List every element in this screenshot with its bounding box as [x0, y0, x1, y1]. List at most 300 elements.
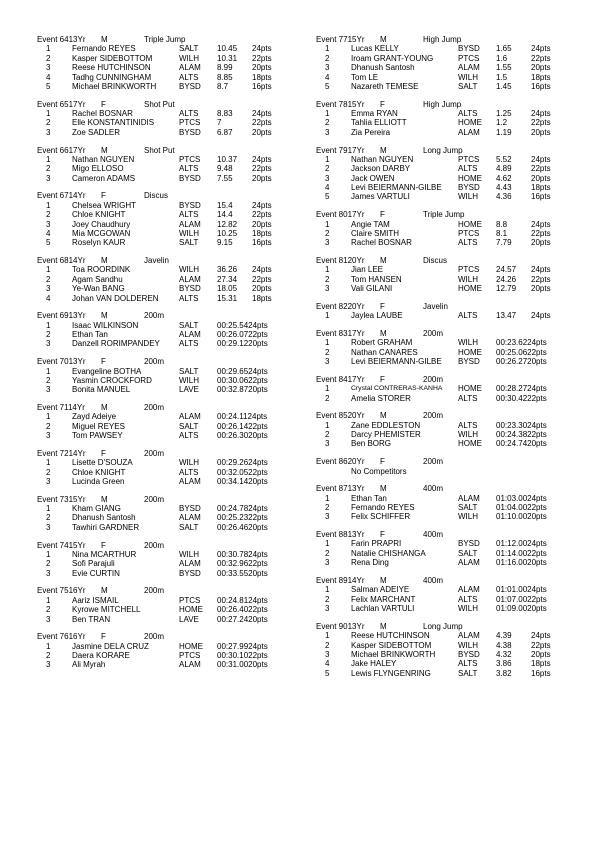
event-gender: F: [101, 99, 106, 109]
event-gender: F: [380, 301, 385, 311]
event-name: Long Jump: [423, 145, 463, 155]
no-competitors-text: No Competitors: [351, 466, 407, 476]
event-block: [316, 100, 571, 138]
club-code: HOME: [458, 439, 482, 449]
club-code: SALT: [458, 548, 478, 558]
result-points: 22pts: [252, 164, 272, 174]
event-block: [316, 210, 571, 248]
event-code: Event 7917Yr: [316, 145, 365, 155]
club-code: BYSD: [458, 649, 480, 659]
club-code: ALAM: [179, 219, 201, 229]
athlete-name: Felix SCHIFFER: [351, 512, 411, 522]
result-row: [37, 128, 292, 137]
result-place: 3: [46, 385, 51, 395]
result-time-points: 00:26.0722pts: [217, 330, 268, 340]
result-place: 2: [325, 53, 330, 63]
club-code: SALT: [458, 502, 478, 512]
result-time-points: 00:26.4022pts: [217, 605, 268, 615]
result-place: 2: [46, 118, 51, 128]
result-place: 3: [46, 173, 51, 183]
result-time-points: 00:23.3024pts: [496, 420, 547, 430]
club-code: WILH: [458, 640, 478, 650]
event-name: 200m: [144, 632, 165, 642]
result-row: [316, 549, 571, 558]
result-points: 22pts: [252, 53, 272, 63]
result-row: [37, 550, 292, 559]
event-block: [316, 576, 571, 614]
club-code: ALTS: [458, 594, 478, 604]
athlete-name: Bonita MANUEL: [72, 385, 131, 395]
result-row: [316, 284, 571, 293]
result-mark: 36.26: [217, 265, 238, 275]
event-code: Event 8914Yr: [316, 575, 365, 585]
event-name: 400m: [423, 530, 444, 540]
event-name: 200m: [423, 328, 444, 338]
result-row: [37, 523, 292, 532]
club-code: ALAM: [179, 412, 201, 422]
result-place: 5: [325, 668, 330, 678]
athlete-name: Tadhg CUNNINGHAM: [72, 72, 152, 82]
result-row: [37, 210, 292, 219]
result-points: 20pts: [531, 649, 551, 659]
athlete-name: Cameron ADAMS: [72, 173, 136, 183]
result-place: 3: [325, 173, 330, 183]
athlete-name: Evangeline BOTHA: [72, 366, 142, 376]
event-block: [37, 146, 292, 184]
event-name: Shot Put: [144, 145, 175, 155]
result-row: [37, 220, 292, 229]
result-points: 24pts: [531, 109, 551, 119]
club-code: ALAM: [179, 660, 201, 670]
result-row: [37, 412, 292, 421]
result-place: 1: [325, 384, 330, 394]
result-place: 1: [325, 493, 330, 503]
event-code: Event 7616Yr: [37, 632, 86, 642]
result-time-points: 00:26.3020pts: [217, 431, 268, 441]
club-code: WILH: [458, 192, 478, 202]
result-mark: 9.48: [217, 164, 233, 174]
result-time-points: 00:32.9622pts: [217, 559, 268, 569]
club-code: SALT: [179, 44, 199, 54]
result-row: [316, 311, 571, 320]
result-mark: 1.5: [496, 72, 508, 82]
athlete-name: Nathan CANARES: [351, 347, 418, 357]
result-place: 4: [325, 183, 330, 193]
result-points: 18pts: [252, 72, 272, 82]
athlete-name: Tom LE: [351, 72, 379, 82]
result-row: [316, 82, 571, 91]
result-place: 1: [46, 504, 51, 514]
result-time-points: 00:25.5424pts: [217, 320, 268, 330]
club-code: ALAM: [458, 127, 480, 137]
result-points: 22pts: [531, 164, 551, 174]
club-code: ALAM: [458, 493, 480, 503]
event-code: Event 8120Yr: [316, 256, 365, 265]
event-name: Long Jump: [423, 621, 463, 631]
event-block: [316, 457, 571, 476]
result-place: 2: [46, 330, 51, 340]
event-block: [316, 622, 571, 678]
event-code: Event 7013Yr: [37, 357, 86, 367]
club-code: ALAM: [458, 63, 480, 73]
athlete-name: Zayd Adeiye: [72, 412, 117, 422]
event-name: 200m: [144, 494, 165, 504]
result-row: [316, 265, 571, 274]
athlete-name: Farin PRAPRI: [351, 539, 402, 549]
athlete-name: Reese HUTCHINSON: [351, 631, 430, 641]
athlete-name: Kasper SIDEBOTTOM: [72, 53, 153, 63]
result-place: 2: [325, 274, 330, 284]
result-place: 4: [46, 228, 51, 238]
result-time-points: 01:04.0022pts: [496, 502, 547, 512]
event-name: Triple Jump: [423, 210, 465, 220]
athlete-name: Tom HANSEN: [351, 274, 402, 284]
athlete-name: Chloe KNIGHT: [72, 210, 126, 220]
result-mark: 10.25: [217, 228, 238, 238]
result-mark: 1.55: [496, 63, 512, 73]
event-name: Discus: [144, 191, 169, 201]
club-code: ALTS: [179, 72, 199, 82]
result-time-points: 00:34.1420pts: [217, 477, 268, 486]
athlete-name: Levi BEIERMANN-GILBE: [351, 357, 442, 367]
result-place: 1: [46, 366, 51, 376]
result-row: [37, 54, 292, 63]
athlete-name: Nathan NGUYEN: [351, 154, 414, 164]
result-mark: 5.52: [496, 154, 512, 164]
result-row: [316, 183, 571, 192]
club-code: BYSD: [179, 568, 201, 578]
result-row: [37, 164, 292, 173]
result-time-points: 01:10.0020pts: [496, 512, 547, 522]
club-code: ALTS: [458, 311, 478, 321]
athlete-name: Iroam GRANT-YOUNG: [351, 53, 434, 63]
athlete-name: Ben TRAN: [72, 614, 111, 624]
event-code: Event 7516Yr: [37, 586, 86, 596]
club-code: SALT: [179, 366, 199, 376]
result-row: [316, 63, 571, 72]
result-row: [316, 439, 571, 448]
event-header: [316, 146, 571, 155]
event-gender: M: [101, 586, 108, 596]
result-time-points: 00:32.8720pts: [217, 385, 268, 395]
result-place: 2: [46, 605, 51, 615]
athlete-name: Tahlia ELLIOTT: [351, 118, 407, 128]
result-place: 2: [46, 274, 51, 284]
result-row: [37, 155, 292, 164]
event-name: 400m: [423, 484, 444, 494]
athlete-name: Fernando REYES: [72, 44, 136, 54]
athlete-name: Felix MARCHANT: [351, 594, 416, 604]
result-row: [316, 192, 571, 201]
club-code: ALAM: [458, 585, 480, 595]
event-gender: M: [101, 35, 108, 44]
event-gender: M: [380, 145, 387, 155]
athlete-name: Daera KORARE: [72, 651, 130, 661]
event-code: Event 8813Yr: [316, 530, 365, 540]
result-row: [37, 569, 292, 578]
result-mark: 3.86: [496, 659, 512, 669]
result-time-points: 00:26.4620pts: [217, 522, 268, 532]
club-code: ALTS: [458, 164, 478, 174]
athlete-name: Jackson DARBY: [351, 164, 411, 174]
result-row: [37, 605, 292, 614]
result-time-points: 01:14.0022pts: [496, 548, 547, 558]
result-mark: 10.45: [217, 44, 238, 54]
result-row: [316, 394, 571, 403]
result-mark: 8.8: [496, 219, 508, 229]
athlete-name: Lucinda Green: [72, 477, 125, 486]
event-name: 200m: [144, 448, 165, 458]
event-name: 200m: [144, 402, 165, 412]
club-code: BYSD: [179, 200, 201, 210]
result-place: 2: [325, 228, 330, 238]
event-gender: F: [380, 210, 385, 220]
athlete-name: Miguel REYES: [72, 421, 125, 431]
club-code: BYSD: [458, 44, 480, 54]
result-mark: 4.43: [496, 183, 512, 193]
result-points: 20pts: [252, 173, 272, 183]
event-header: [316, 457, 571, 466]
event-name: 200m: [144, 357, 165, 367]
result-points: 22pts: [252, 210, 272, 220]
result-points: 22pts: [252, 118, 272, 128]
event-name: 200m: [144, 540, 165, 550]
result-mark: 24.26: [496, 274, 517, 284]
result-place: 1: [325, 420, 330, 430]
result-time-points: 00:32.0522pts: [217, 467, 268, 477]
club-code: BYSD: [179, 127, 201, 137]
club-code: WILH: [458, 274, 478, 284]
club-code: BYSD: [458, 183, 480, 193]
event-block: [37, 357, 292, 395]
result-points: 18pts: [531, 183, 551, 193]
athlete-name: Toa ROORDINK: [72, 265, 131, 275]
result-points: 24pts: [531, 44, 551, 54]
club-code: SALT: [458, 668, 478, 678]
event-gender: F: [380, 374, 385, 384]
result-time-points: 00:29.1220pts: [217, 339, 268, 349]
athlete-name: Dhanush Santosh: [351, 63, 415, 73]
result-points: 22pts: [531, 274, 551, 284]
result-place: 3: [46, 660, 51, 670]
event-code: Event 6617Yr: [37, 145, 86, 155]
result-time-points: 00:24.1124pts: [217, 412, 268, 422]
athlete-name: Johan VAN DOLDEREN: [72, 293, 159, 303]
result-time-points: 00:30.7824pts: [217, 549, 268, 559]
athlete-name: Chloe KNIGHT: [72, 467, 126, 477]
result-place: 4: [325, 659, 330, 669]
athlete-name: Jian LEE: [351, 265, 384, 275]
result-time-points: 01:03.0024pts: [496, 493, 547, 503]
result-place: 3: [46, 127, 51, 137]
result-row: [316, 54, 571, 63]
result-points: 20pts: [531, 284, 551, 294]
result-row: [37, 385, 292, 394]
event-gender: M: [101, 494, 108, 504]
result-place: 2: [46, 651, 51, 661]
result-time-points: 00:27.2420pts: [217, 614, 268, 624]
athlete-name: Nina MCARTHUR: [72, 549, 137, 559]
athlete-name: Lachlan VARTULI: [351, 604, 415, 614]
event-code: Event 6814Yr: [37, 256, 86, 265]
club-code: PTCS: [179, 154, 201, 164]
result-points: 20pts: [252, 127, 272, 137]
athlete-name: Mia MCGOWAN: [72, 228, 131, 238]
club-code: WILH: [179, 228, 199, 238]
result-mark: 1.2: [496, 118, 508, 128]
club-code: SALT: [179, 320, 199, 330]
result-place: 1: [325, 585, 330, 595]
result-place: 2: [46, 421, 51, 431]
athlete-name: Michael BRINKWORTH: [351, 649, 436, 659]
result-time-points: 00:31.0020pts: [217, 660, 268, 670]
club-code: HOME: [458, 284, 482, 294]
athlete-name: Kasper SIDEBOTTOM: [351, 640, 432, 650]
result-place: 1: [325, 631, 330, 641]
result-row: [316, 128, 571, 137]
result-mark: 15.31: [217, 293, 238, 303]
event-code: Event 7315Yr: [37, 494, 86, 504]
athlete-name: Kham GIANG: [72, 504, 121, 514]
result-points: 22pts: [252, 274, 272, 284]
event-block: [316, 302, 571, 321]
athlete-name: Agam Sandhu: [72, 274, 123, 284]
event-header: [37, 495, 292, 504]
result-row: [37, 596, 292, 605]
result-points: 22pts: [531, 640, 551, 650]
result-mark: 12.82: [217, 219, 238, 229]
result-time-points: 00:28.2724pts: [496, 384, 547, 394]
event-header: [316, 210, 571, 219]
result-row: [316, 238, 571, 247]
result-time-points: 00:24.3822pts: [496, 430, 547, 440]
result-place: 1: [46, 265, 51, 275]
result-mark: 4.32: [496, 649, 512, 659]
club-code: BYSD: [179, 284, 201, 294]
result-mark: 7: [217, 118, 222, 128]
result-mark: 4.62: [496, 173, 512, 183]
club-code: ALAM: [179, 63, 201, 73]
result-mark: 1.19: [496, 127, 512, 137]
result-row: [316, 348, 571, 357]
result-place: 1: [46, 320, 51, 330]
result-time-points: 01:16.0020pts: [496, 558, 547, 568]
result-time-points: 00:24.8124pts: [217, 595, 268, 605]
result-row: [316, 357, 571, 366]
result-row: [37, 118, 292, 127]
event-block: [37, 100, 292, 138]
club-code: WILH: [458, 338, 478, 348]
result-points: 16pts: [531, 668, 551, 678]
result-time-points: 00:33.5520pts: [217, 568, 268, 578]
event-gender: F: [101, 191, 106, 201]
event-name: Triple Jump: [144, 35, 186, 44]
result-place: 3: [325, 604, 330, 614]
result-row: [316, 650, 571, 659]
result-mark: 6.87: [217, 127, 233, 137]
result-place: 3: [46, 431, 51, 441]
club-code: BYSD: [458, 539, 480, 549]
result-mark: 10.31: [217, 53, 238, 63]
event-header: [37, 449, 292, 458]
athlete-name: Jake HALEY: [351, 659, 397, 669]
result-time-points: 00:25.2322pts: [217, 513, 268, 523]
club-code: HOME: [458, 173, 482, 183]
club-code: LAVE: [179, 385, 199, 395]
event-name: 200m: [423, 457, 444, 467]
event-block: [316, 530, 571, 568]
event-header: [37, 586, 292, 595]
club-code: ALAM: [458, 558, 480, 568]
event-header: [37, 146, 292, 155]
result-place: 2: [325, 118, 330, 128]
result-row: [316, 338, 571, 347]
athlete-name: Robert GRAHAM: [351, 338, 413, 348]
result-row: [37, 615, 292, 624]
club-code: PTCS: [458, 154, 480, 164]
athlete-name: Rachel BOSNAR: [351, 238, 412, 248]
result-place: 3: [325, 63, 330, 73]
result-place: 1: [325, 265, 330, 275]
result-row: [37, 265, 292, 274]
result-row: [37, 477, 292, 486]
result-row: [37, 73, 292, 82]
result-mark: 13.47: [496, 311, 517, 321]
event-code: Event 8017Yr: [316, 210, 365, 220]
result-place: 3: [46, 522, 51, 532]
event-header: [316, 622, 571, 631]
event-code: Event 8620Yr: [316, 457, 365, 467]
club-code: ALAM: [179, 559, 201, 569]
result-time-points: 01:09.0020pts: [496, 604, 547, 614]
event-name: 200m: [144, 586, 165, 596]
athlete-name: Emma RYAN: [351, 109, 398, 119]
result-place: 3: [325, 512, 330, 522]
athlete-name: Jaylea LAUBE: [351, 311, 403, 321]
result-row: [316, 595, 571, 604]
event-gender: F: [380, 530, 385, 540]
club-code: ALAM: [179, 513, 201, 523]
event-block: [37, 495, 292, 533]
club-code: PTCS: [179, 118, 201, 128]
club-code: ALTS: [179, 210, 199, 220]
club-code: ALTS: [179, 339, 199, 349]
result-place: 1: [46, 412, 51, 422]
result-mark: 7.79: [496, 238, 512, 248]
result-row: [37, 229, 292, 238]
event-block: [37, 191, 292, 247]
result-points: 18pts: [531, 659, 551, 669]
result-time-points: 00:23.6224pts: [496, 338, 547, 348]
result-time-points: 00:24.7420pts: [496, 439, 547, 449]
result-place: 1: [46, 641, 51, 651]
result-place: 1: [46, 44, 51, 54]
result-place: 2: [46, 53, 51, 63]
club-code: ALTS: [458, 393, 478, 403]
result-place: 2: [46, 375, 51, 385]
event-block: [316, 375, 571, 403]
athlete-name: Sofi Parajuli: [72, 559, 115, 569]
result-row: [316, 539, 571, 548]
club-code: SALT: [458, 81, 478, 91]
event-block: [37, 541, 292, 579]
result-row: [37, 82, 292, 91]
result-points: 18pts: [531, 72, 551, 82]
event-header: [37, 632, 292, 641]
club-code: WILH: [458, 512, 478, 522]
athlete-name: Ben BORG: [351, 439, 392, 449]
club-code: ALTS: [179, 164, 199, 174]
